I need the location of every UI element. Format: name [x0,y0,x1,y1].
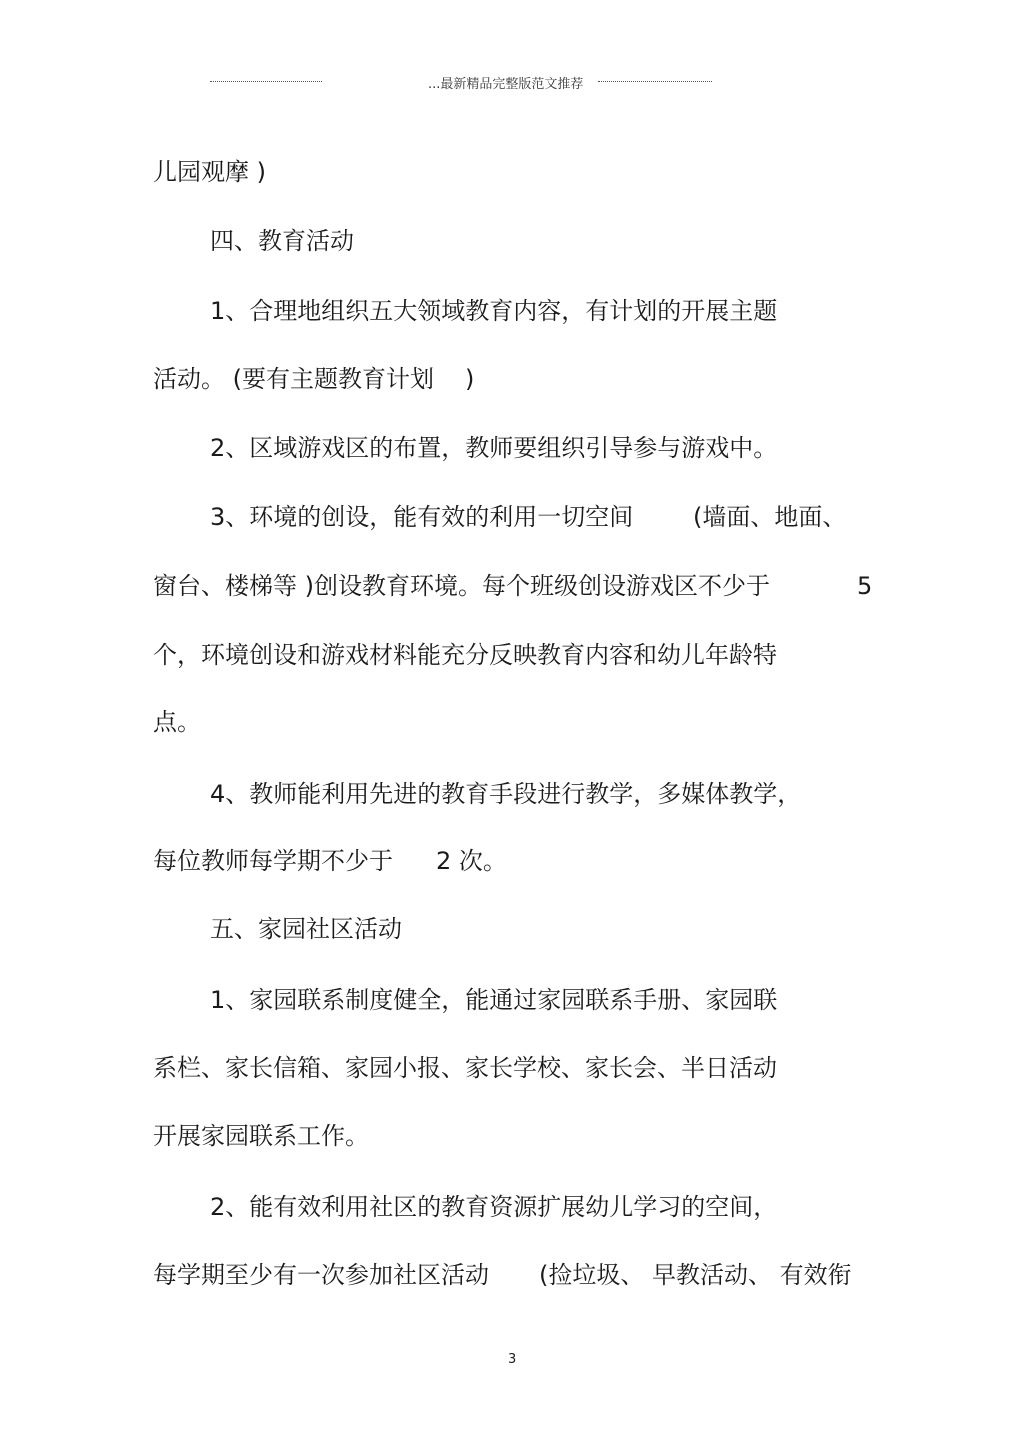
text-segment: 窗台、楼梯等 )创设教育环境。每个班级创设游戏区不少于 [153,572,770,600]
text-segment: (捡垃圾、 早教活动、 有效衔 [539,1261,852,1289]
text-segment: 每学期至少有一次参加社区活动 [153,1261,489,1289]
text-line [210,501,850,533]
text-segment: 5 [857,572,873,600]
text-segment: ) [465,365,475,393]
text-line: 2、区域游戏区的布置，教师要组织引导参与游戏中。 [210,434,778,462]
text-line: 4、教师能利用先进的教育手段进行教学，多媒体教学， [210,780,802,808]
text-line [153,845,513,877]
text-line: 点。 [153,708,201,736]
text-line: 个，环境创设和游戏材料能充分反映教育内容和幼儿年龄特 [153,641,777,669]
text-line: 开展家园联系工作。 [153,1122,369,1150]
text-segment: 2 次。 [436,847,507,875]
page-number: 3 [508,1352,517,1367]
header-dotted-rule-left [210,81,322,82]
text-line: 儿园观摩 ) [153,158,266,186]
section-heading: 四、教育活动 [210,227,354,255]
text-segment: (墙面、地面、 [693,503,847,531]
text-line [153,363,493,395]
text-segment: 每位教师每学期不少于 [153,847,393,875]
text-line [153,570,873,602]
text-segment: 3、环境的创设，能有效的利用一切空间 [210,503,634,531]
text-segment: 活动。 (要有主题教育计划 [153,365,434,393]
section-heading: 五、家园社区活动 [210,915,402,943]
text-line [153,1259,873,1291]
page-header [0,73,1024,91]
text-line: 2、能有效利用社区的教育资源扩展幼儿学习的空间， [210,1193,778,1221]
text-line: 1、家园联系制度健全，能通过家园联系手册、家园联 [210,986,778,1014]
header-title: ...最新精品完整版范文推荐 [428,77,584,92]
header-dotted-rule-right [598,81,712,82]
text-line: 1、合理地组织五大领域教育内容，有计划的开展主题 [210,297,778,325]
text-line: 系栏、家长信箱、家园小报、家长学校、家长会、半日活动 [153,1054,777,1082]
